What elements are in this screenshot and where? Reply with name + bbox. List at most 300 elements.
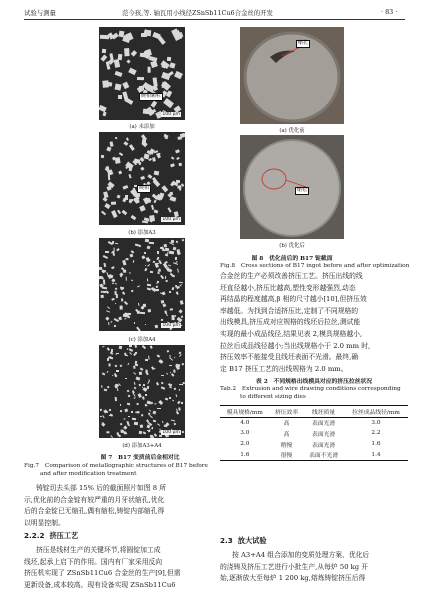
table-cell: 表面不光滑 bbox=[309, 453, 339, 460]
grain-speck bbox=[146, 49, 152, 56]
fig8-caption-cn: 图 8 优化前后的 B17 锭截面 bbox=[251, 256, 333, 262]
grain-speck bbox=[153, 209, 158, 213]
grain-speck bbox=[175, 411, 178, 415]
grain-speck bbox=[182, 238, 185, 241]
shrinkage-cavity-label: 缩孔 bbox=[298, 40, 309, 46]
table-cell: 1.6 bbox=[240, 451, 250, 458]
grain-speck bbox=[122, 197, 127, 202]
grain-speck bbox=[134, 397, 136, 399]
grain-speck bbox=[107, 306, 110, 309]
grain-speck bbox=[134, 322, 135, 324]
table-cell: 2.0 bbox=[240, 441, 250, 448]
table-cell: 稍慢 bbox=[280, 442, 293, 449]
grain-speck bbox=[165, 311, 168, 316]
text-line: 后的合金锭已无缩孔,偶有缩松,铸锭内部缩孔得 bbox=[24, 507, 165, 516]
grain-speck bbox=[103, 280, 105, 285]
grain-speck bbox=[107, 322, 109, 325]
page-number: · 83 · bbox=[381, 8, 398, 16]
grain-speck bbox=[103, 255, 108, 259]
fig7-caption-en-1: Fig.7 Comparison of metallographic structures of B17 before bbox=[24, 463, 208, 469]
column-header: 挤压效率 bbox=[274, 409, 299, 416]
grain-speck bbox=[147, 246, 151, 250]
grain-speck bbox=[155, 325, 159, 329]
grain-speck bbox=[131, 289, 134, 292]
grain-speck bbox=[169, 365, 172, 367]
grain-speck bbox=[131, 280, 134, 282]
grain-speck bbox=[114, 324, 116, 326]
grain-speck bbox=[176, 157, 180, 160]
grain-speck bbox=[163, 98, 174, 108]
grain-speck bbox=[174, 370, 176, 373]
grain-speck bbox=[180, 300, 183, 304]
table-cell: 表面光滑 bbox=[312, 431, 336, 438]
grain-speck bbox=[170, 63, 176, 69]
grain-speck bbox=[107, 431, 110, 433]
grain-speck bbox=[123, 260, 127, 265]
grain-speck bbox=[174, 71, 183, 79]
text-line: 合金丝的生产必须改善挤压工艺。挤压出线的线 bbox=[220, 272, 363, 280]
ingot-photo-before bbox=[240, 27, 344, 124]
grain-speck bbox=[110, 142, 113, 146]
grain-speck bbox=[160, 192, 164, 196]
grain-speck bbox=[149, 215, 155, 222]
grain-speck bbox=[131, 215, 137, 220]
grain-speck bbox=[118, 152, 122, 156]
grain-speck bbox=[116, 388, 118, 391]
grain-speck bbox=[114, 242, 118, 244]
hard-phase-label-b: 硬相 bbox=[139, 185, 150, 191]
grain-speck bbox=[166, 91, 173, 99]
grain-speck bbox=[104, 263, 107, 267]
grain-speck bbox=[125, 378, 127, 379]
grain-speck bbox=[151, 401, 154, 404]
grain-speck bbox=[123, 418, 125, 419]
table-row bbox=[220, 449, 408, 460]
grain-speck bbox=[170, 309, 174, 312]
grain-speck bbox=[102, 80, 109, 88]
text-line: 坯直径越小,挤压比越高,塑性变形越强烈,动态 bbox=[220, 283, 356, 292]
grain-speck bbox=[172, 400, 175, 402]
micrograph-a bbox=[99, 27, 185, 120]
table-cell: 3.0 bbox=[371, 419, 381, 426]
grain-speck bbox=[125, 48, 130, 57]
grain-speck bbox=[124, 97, 132, 104]
grain-speck bbox=[119, 317, 122, 320]
grain-speck bbox=[139, 372, 142, 375]
grain-speck bbox=[105, 251, 109, 253]
grain-speck bbox=[101, 372, 105, 376]
grain-speck bbox=[101, 210, 106, 215]
grain-speck bbox=[116, 432, 120, 436]
grain-speck bbox=[137, 403, 139, 405]
table2-caption-en-2: to different sizing dies bbox=[240, 394, 306, 400]
table-row bbox=[220, 428, 408, 439]
grain-speck bbox=[107, 169, 113, 175]
grain-speck bbox=[102, 415, 104, 418]
grain-speck bbox=[154, 433, 157, 436]
running-title: 范今孩,等. 轴瓦用小线径ZSnSb11Cu6合金丝的开发 bbox=[122, 9, 273, 17]
grain-speck bbox=[131, 411, 133, 414]
grain-speck bbox=[109, 415, 112, 416]
grain-speck bbox=[122, 292, 126, 296]
grain-speck bbox=[173, 387, 175, 389]
grain-speck bbox=[112, 241, 115, 244]
fig7-caption-en-2: and after modification treatment bbox=[40, 471, 137, 477]
grain-speck bbox=[132, 418, 133, 419]
grain-speck bbox=[152, 419, 155, 422]
grain-speck bbox=[123, 270, 126, 274]
section-2-3 bbox=[220, 536, 267, 546]
grain-speck bbox=[119, 345, 123, 348]
grain-speck bbox=[154, 368, 156, 370]
grain-speck bbox=[157, 251, 159, 254]
grain-speck bbox=[124, 141, 129, 145]
grain-speck bbox=[129, 144, 135, 150]
grain-speck bbox=[107, 347, 110, 350]
grain-speck bbox=[107, 371, 109, 373]
grain-speck bbox=[102, 287, 107, 290]
fig8-panel-label-b: (b) 优化后 bbox=[279, 243, 305, 249]
text-line: 实现的最小成品线径,结果见表 2,模具规格越小, bbox=[220, 329, 363, 338]
table-cell: 3.0 bbox=[240, 430, 250, 437]
table-row bbox=[220, 439, 408, 450]
grain-speck bbox=[169, 397, 171, 399]
grain-speck bbox=[169, 251, 174, 255]
grain-speck bbox=[165, 254, 168, 257]
grain-speck bbox=[128, 416, 130, 417]
grain-speck bbox=[175, 149, 180, 153]
grain-speck bbox=[181, 325, 182, 326]
paragraph-extrusion-ratio bbox=[220, 271, 408, 375]
text-line: 率越低。为找到合适挤压比,定制了不同规格的 bbox=[220, 306, 359, 315]
grain-speck bbox=[108, 364, 110, 367]
grain-speck bbox=[127, 403, 131, 406]
grain-speck bbox=[143, 384, 145, 386]
grain-speck bbox=[106, 316, 110, 320]
grain-speck bbox=[150, 101, 156, 108]
section-title: 挤压工艺 bbox=[49, 531, 79, 540]
section-2-2-2 bbox=[24, 531, 78, 541]
grain-speck bbox=[160, 247, 162, 249]
grain-speck bbox=[120, 404, 121, 406]
grain-speck bbox=[160, 293, 164, 296]
grain-speck bbox=[106, 386, 109, 389]
grain-speck bbox=[144, 252, 147, 254]
grain-speck bbox=[159, 275, 163, 280]
grain-speck bbox=[111, 298, 115, 301]
grain-speck bbox=[175, 394, 177, 397]
panel-label-d: (d) 添加A3+A4 bbox=[122, 443, 162, 449]
grain-speck bbox=[100, 408, 102, 411]
grain-speck bbox=[146, 279, 148, 282]
grain-speck bbox=[169, 355, 171, 359]
table-cell: 很慢 bbox=[280, 453, 293, 460]
table-cell: 高 bbox=[283, 421, 290, 428]
grain-speck bbox=[120, 287, 123, 291]
hard-phase-label: 硬相颗粒 bbox=[141, 93, 162, 99]
grain-speck bbox=[142, 345, 146, 349]
grain-speck bbox=[149, 409, 151, 411]
text-line: 始,逐渐放大至每炉 1 200 kg,熔炼铸锭挤压后得 bbox=[220, 574, 366, 583]
grain-speck bbox=[117, 353, 119, 354]
table2-caption-cn: 表 2 不同规格出线模具对应的挤压拉丝状况 bbox=[255, 379, 373, 385]
porosity-label: 缩松 bbox=[297, 187, 308, 193]
grain-speck bbox=[161, 319, 164, 321]
grain-speck bbox=[171, 287, 174, 290]
grain-speck bbox=[164, 244, 167, 247]
column-header: 拉丝成品线径/mm bbox=[352, 409, 400, 416]
grain-speck bbox=[112, 250, 115, 255]
header-rule bbox=[24, 19, 405, 20]
grain-speck bbox=[115, 396, 117, 400]
grain-speck bbox=[177, 137, 182, 140]
grain-speck bbox=[110, 320, 112, 322]
text-line: 的浇铸及挤压工艺进行小批生产,从每炉 50 kg 开 bbox=[220, 562, 369, 571]
grain-speck bbox=[145, 324, 146, 325]
grain-speck bbox=[149, 415, 153, 418]
grain-speck bbox=[178, 309, 183, 314]
grain-speck bbox=[128, 313, 132, 316]
grain-speck bbox=[139, 383, 141, 385]
grain-speck bbox=[106, 291, 109, 294]
column-header: 线坯质量 bbox=[312, 409, 336, 416]
grain-speck bbox=[150, 435, 154, 438]
grain-speck bbox=[124, 431, 128, 435]
grain-speck bbox=[133, 352, 136, 355]
grain-speck bbox=[136, 377, 140, 381]
grain-speck bbox=[131, 50, 137, 56]
text-line: 以明显控制。 bbox=[24, 518, 65, 527]
grain-speck bbox=[126, 138, 129, 141]
grain-speck bbox=[116, 370, 119, 372]
grain-speck bbox=[159, 400, 163, 404]
grain-speck bbox=[173, 356, 175, 358]
grain-speck bbox=[101, 269, 105, 273]
section-number: 2.3 bbox=[220, 536, 233, 545]
grain-speck bbox=[145, 30, 151, 37]
grain-speck bbox=[150, 205, 153, 210]
fig7-caption-cn: 图 7 B17 变质前后金相对比 bbox=[100, 455, 180, 461]
grain-speck bbox=[125, 355, 128, 357]
grain-speck bbox=[177, 185, 181, 188]
text-line: 挤压效率不能接受且线坯表面不光滑。最终,确 bbox=[220, 353, 359, 362]
grain-speck bbox=[130, 254, 134, 258]
grain-speck bbox=[179, 354, 181, 357]
grain-speck bbox=[123, 301, 127, 305]
grain-speck bbox=[129, 345, 132, 347]
grain-speck bbox=[144, 267, 147, 270]
grain-speck bbox=[155, 289, 159, 291]
fig8-caption-en: Fig.8 Cross sections of B17 ingot before and after optimization bbox=[220, 263, 410, 269]
grain-speck bbox=[133, 372, 136, 375]
text-line: 示,优化前的合金锭有较严重的月牙状缩孔,优化 bbox=[24, 495, 165, 504]
grain-speck bbox=[137, 285, 140, 287]
grain-speck bbox=[122, 35, 131, 43]
grain-speck bbox=[129, 68, 138, 76]
grain-speck bbox=[137, 77, 144, 80]
grain-speck bbox=[141, 176, 146, 180]
grain-speck bbox=[121, 298, 123, 301]
grain-speck bbox=[179, 284, 182, 287]
grain-speck bbox=[155, 403, 157, 404]
text-line: 出线模具,挤压成对应规格的线坯后拉丝,测试能 bbox=[220, 318, 361, 327]
grain-speck bbox=[140, 414, 143, 416]
grain-speck bbox=[170, 420, 174, 422]
grain-speck bbox=[175, 256, 177, 259]
text-line: 挤压是线材生产的关键环节,将圆锭加工成 bbox=[36, 546, 161, 554]
grain-speck bbox=[103, 112, 107, 117]
journal-name: 试验与测量 bbox=[24, 9, 56, 17]
grain-speck bbox=[157, 35, 165, 44]
grain-speck bbox=[101, 155, 105, 159]
ingot-photo-after bbox=[240, 135, 344, 239]
grain-speck bbox=[135, 308, 140, 313]
grain-speck bbox=[125, 318, 127, 320]
grain-speck bbox=[142, 396, 145, 399]
grain-speck bbox=[165, 398, 168, 401]
grain-speck bbox=[105, 410, 108, 412]
grain-speck bbox=[162, 186, 169, 193]
grain-speck bbox=[165, 134, 169, 138]
grain-speck bbox=[157, 355, 160, 358]
text-line: 拉丝后成品线径越小;当出线规格小于 2.0 mm 时, bbox=[220, 341, 371, 350]
scale-bar-c: 100 µm bbox=[162, 323, 180, 328]
grain-speck bbox=[174, 423, 176, 425]
column-header: 模具规格/mm bbox=[226, 409, 263, 416]
panel-label-c: (c) 添加A4 bbox=[128, 337, 156, 343]
grain-speck bbox=[143, 108, 151, 114]
grain-speck bbox=[109, 409, 111, 411]
grain-speck bbox=[118, 95, 122, 99]
text-line: 再结晶的程度越高,β 相的尺寸越小[10],但挤压效 bbox=[220, 295, 367, 304]
grain-speck bbox=[170, 163, 175, 167]
grain-speck bbox=[158, 269, 161, 273]
table-cell: 1.6 bbox=[371, 441, 381, 448]
grain-speck bbox=[165, 422, 169, 426]
text-line: 定 B17 挤压工艺的出线规格为 2.0 mm。 bbox=[220, 364, 348, 373]
table-row bbox=[220, 417, 408, 428]
table-cell: 表面光滑 bbox=[312, 421, 336, 428]
grain-speck bbox=[128, 174, 131, 178]
grain-speck bbox=[122, 185, 127, 190]
grain-speck bbox=[106, 185, 111, 190]
text-line: 按 A3+A4 组合添加的变质处理方案、优化后 bbox=[232, 551, 370, 559]
grain-speck bbox=[115, 137, 118, 140]
grain-speck bbox=[118, 171, 121, 174]
grain-speck bbox=[153, 200, 157, 204]
grain-speck bbox=[134, 422, 138, 425]
table-cell: 高 bbox=[283, 431, 290, 438]
grain-speck bbox=[134, 345, 137, 348]
grain-speck bbox=[149, 345, 152, 348]
grain-speck bbox=[99, 35, 108, 40]
grain-speck bbox=[167, 57, 171, 62]
grain-speck bbox=[110, 435, 113, 438]
grain-speck bbox=[162, 303, 166, 307]
table2-caption-en-1: Tab.2 Extrusion and wire drawing conditions corresponding bbox=[220, 386, 401, 392]
grain-speck bbox=[117, 210, 121, 215]
grain-speck bbox=[114, 318, 119, 322]
grain-speck bbox=[182, 431, 184, 433]
grain-speck bbox=[166, 280, 168, 282]
grain-speck bbox=[147, 264, 150, 267]
grain-speck bbox=[136, 327, 140, 331]
grain-speck bbox=[101, 385, 103, 389]
grain-speck bbox=[127, 390, 130, 393]
grain-speck bbox=[158, 435, 161, 437]
table-cell: 1.4 bbox=[371, 451, 381, 458]
grain-speck bbox=[106, 147, 111, 152]
grain-speck bbox=[139, 367, 143, 370]
grain-speck bbox=[114, 375, 116, 378]
table-cell: 表面光滑 bbox=[312, 442, 336, 449]
grain-speck bbox=[140, 167, 144, 171]
text-line: 线坯,起承上启下的作用。国内有厂家采用反向 bbox=[24, 557, 163, 566]
section-title: 放大试验 bbox=[237, 536, 267, 545]
grain-speck bbox=[102, 346, 104, 347]
grain-speck bbox=[122, 210, 127, 215]
grain-speck bbox=[102, 295, 105, 298]
grain-speck bbox=[109, 274, 113, 278]
grain-speck bbox=[103, 191, 108, 198]
grain-speck bbox=[158, 359, 163, 363]
grain-speck bbox=[157, 408, 161, 409]
grain-speck bbox=[111, 349, 113, 352]
grain-speck bbox=[147, 284, 151, 286]
grain-speck bbox=[120, 410, 122, 413]
grain-speck bbox=[148, 309, 151, 312]
grain-speck bbox=[179, 163, 182, 166]
grain-speck bbox=[183, 382, 185, 384]
table-header-row bbox=[220, 406, 408, 418]
grain-speck bbox=[119, 423, 122, 426]
grain-speck bbox=[135, 364, 138, 366]
grain-speck bbox=[149, 241, 154, 243]
grain-speck bbox=[115, 157, 120, 163]
grain-speck bbox=[173, 263, 178, 266]
grain-speck bbox=[140, 312, 145, 314]
grain-speck bbox=[134, 382, 136, 386]
text-line: 挤压机实现了 ZSnSb11Cu6 合金丝的生产[9],但需 bbox=[24, 569, 181, 578]
grain-speck bbox=[147, 381, 149, 384]
grain-speck bbox=[123, 82, 130, 89]
grain-speck bbox=[181, 315, 184, 318]
micrograph-c bbox=[99, 238, 185, 331]
grain-speck bbox=[132, 259, 134, 262]
grain-speck bbox=[160, 300, 164, 303]
grain-speck bbox=[178, 252, 182, 256]
grain-speck bbox=[115, 83, 122, 90]
grain-speck bbox=[127, 59, 131, 63]
grain-speck bbox=[111, 266, 114, 269]
grain-speck bbox=[170, 156, 174, 160]
grain-speck bbox=[143, 304, 146, 307]
grain-speck bbox=[179, 351, 182, 354]
grain-speck bbox=[150, 271, 153, 273]
grain-speck bbox=[116, 248, 119, 251]
panel-label-b: (b) 添加A3 bbox=[128, 230, 156, 236]
grain-speck bbox=[176, 291, 179, 294]
grain-speck bbox=[138, 303, 140, 306]
table-extrusion-conditions bbox=[220, 405, 408, 461]
text-line: 更新设备,成本较高。现有设备实现 ZSnSb11Cu6 bbox=[24, 580, 176, 589]
grain-speck bbox=[117, 194, 121, 198]
grain-speck bbox=[153, 171, 158, 175]
grain-speck bbox=[146, 405, 148, 407]
micrograph-b bbox=[99, 132, 185, 225]
grain-speck bbox=[157, 423, 160, 426]
grain-speck bbox=[126, 258, 129, 261]
